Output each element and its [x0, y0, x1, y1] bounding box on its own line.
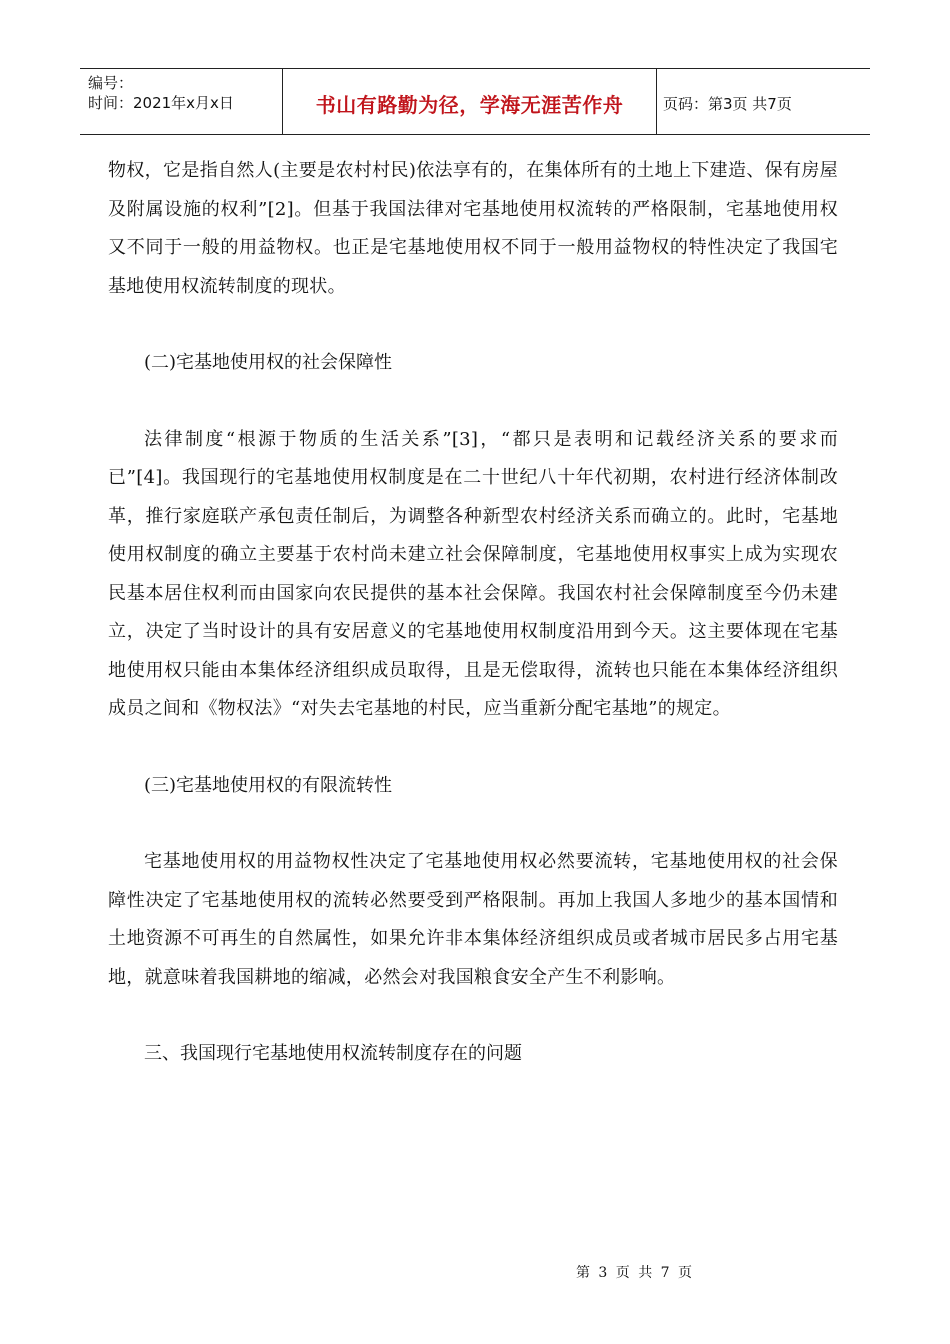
paragraph-limited-transfer: 宅基地使用权的用益物权性决定了宅基地使用权必然要流转，宅基地使用权的社会保障性决定了宅基地使用权的流转必然要受到严格限制。再加上我国人多地少的基本国情和土地资源不可再生的自然属性，如果允许非本集体经济组织成员或者城市居民多占用宅基地，就意味着我国耕地的缩减，必然会对我国粮食安全产生不利影响。 — [108, 851, 838, 988]
page-header — [80, 68, 870, 135]
paragraph-social-security: 法律制度“根源于物质的生活关系”[3]，“都只是表明和记载经济关系的要求而已”[4]。我国现行的宅基地使用权制度是在二十世纪八十年代初期，农村进行经济体制改革，推行家庭联产承包责任制后，为调整各种新型农村经济关系而确立的。此时，宅基地使用权制度的确立主要基于农村尚未建立社会保障制度，宅基地使用权事实上成为实现农民基本居住权利而由国家向农民提供的基本社会保障。我国农村社会保障制度至今仍未建立，决定了当时设计的具有安居意义的宅基地使用权制度沿用到今天。这主要体现在宅基地使用权只能由本集体经济组织成员取得，且是无偿取得，流转也只能在本集体经济组织成员之间和《物权法》“对失去宅基地的村民，应当重新分配宅基地”的规定。 — [108, 428, 838, 719]
paragraph-gap — [108, 729, 838, 767]
header-meta-cell — [80, 69, 283, 134]
header-motto-cell — [283, 69, 657, 134]
paragraph-gap — [108, 997, 838, 1035]
paragraph-property-right: 物权，它是指自然人(主要是农村村民)依法享有的，在集体所有的土地上下建造、保有房屋及附属设施的权利”[2]。但基于我国法律对宅基地使用权流转的严格限制，宅基地使用权又不同于一般的用益物权。也正是宅基地使用权不同于一般用益物权的特性决定了我国宅基地使用权流转制度的现状。 — [108, 160, 838, 297]
section-heading-social-security: (二)宅基地使用权的社会保障性 — [144, 352, 393, 373]
paragraph-gap — [108, 383, 838, 421]
paragraph-gap — [108, 306, 838, 344]
header-page-cell — [657, 69, 870, 134]
page-footer — [0, 1262, 950, 1282]
paragraph-gap — [108, 805, 838, 843]
footer-page-number: 第 3 页 共 7 页 — [575, 1265, 695, 1281]
section-heading-problems: 三、我国现行宅基地使用权流转制度存在的问题 — [144, 1043, 522, 1064]
header-page-code: 页码：第3页 共7页 — [663, 95, 792, 113]
serial-number-label: 编号： — [88, 74, 134, 92]
date-label: 时间：2021年x月x日 — [88, 94, 234, 112]
section-heading-limited-transfer: (三)宅基地使用权的有限流转性 — [144, 774, 393, 796]
document-body — [108, 152, 838, 1074]
header-motto: 书山有路勤为径，学海无涯苦作舟 — [315, 93, 624, 117]
